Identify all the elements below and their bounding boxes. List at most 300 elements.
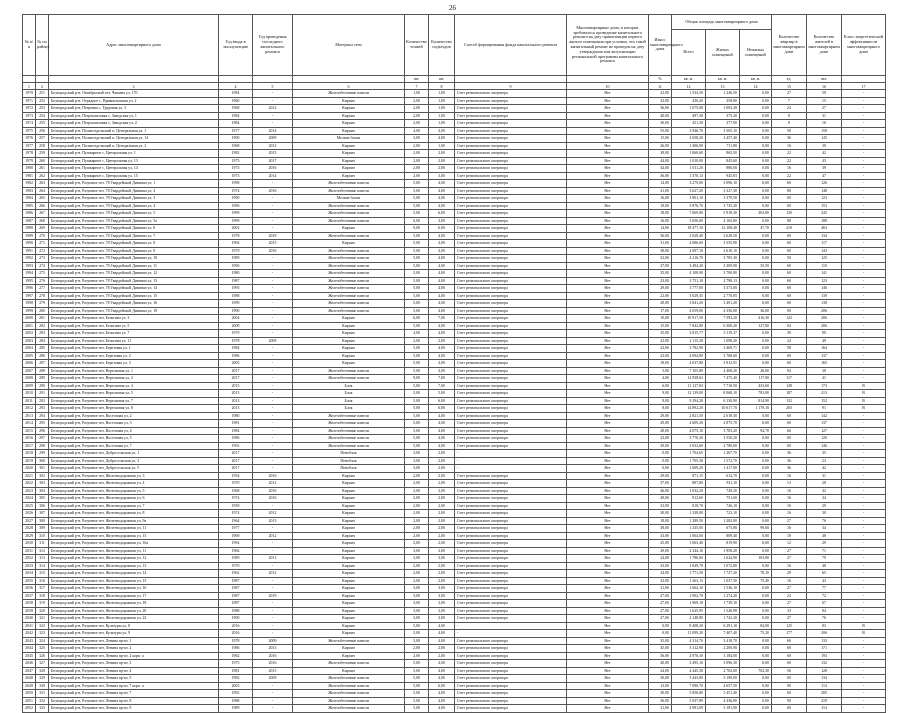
table-cell: 0,00 xyxy=(740,157,772,165)
table-cell: 0,00 xyxy=(740,442,772,450)
table-cell: Счет регионального оператора xyxy=(455,292,567,300)
table-row xyxy=(23,375,886,383)
table-cell: 6,00 xyxy=(429,405,455,413)
table-cell: 8,00 xyxy=(649,405,672,413)
table-cell: Нет xyxy=(567,555,649,563)
table-cell: Кирпич xyxy=(293,555,405,563)
table-cell: 9,00 xyxy=(405,225,429,233)
table-cell: 711,80 xyxy=(706,142,740,150)
table-cell: - xyxy=(842,615,886,623)
table-cell: 0,00 xyxy=(740,300,772,308)
table-cell: 1 049,70 xyxy=(672,562,706,570)
table-cell: - xyxy=(842,337,886,345)
table-cell: 4,00 xyxy=(429,187,455,195)
table-cell: 4 981,09 xyxy=(672,705,706,713)
table-cell: 2029 xyxy=(23,532,36,540)
table-cell: 305 xyxy=(36,495,49,503)
table-cell: Счет регионального оператора xyxy=(455,127,567,135)
table-cell: - xyxy=(253,225,293,233)
table-cell: Счет регионального оператора xyxy=(455,427,567,435)
table-cell: 1996 xyxy=(23,285,36,293)
table-cell: Белгородский р-н, Разумное пгт, Березовая ул, 2 xyxy=(49,352,219,360)
table-cell: - xyxy=(842,105,886,113)
table-cell: 1974 xyxy=(219,187,253,195)
table-cell: 25,00 xyxy=(649,540,672,548)
table-cell: Кирпич xyxy=(293,315,405,323)
table-cell: 1962 xyxy=(219,652,253,660)
table-cell: Белгородский р-н, Петропавловка с, Заводская ул, 2 xyxy=(49,120,219,128)
table-row xyxy=(23,330,886,338)
table-cell: Счет регионального оператора xyxy=(455,180,567,188)
table-cell: 0,00 xyxy=(740,172,772,180)
table-row xyxy=(23,690,886,698)
table-cell: 497,30 xyxy=(672,112,706,120)
table-cell: 6,00 xyxy=(405,217,429,225)
table-cell: 254 xyxy=(36,112,49,120)
table-cell: 5,00 xyxy=(405,390,429,398)
table-cell: 330 xyxy=(36,682,49,690)
table-cell: Нет xyxy=(567,270,649,278)
table-cell: 1983 xyxy=(23,187,36,195)
table-cell: 15,00 xyxy=(649,322,672,330)
table-cell: 2 200,90 xyxy=(706,645,740,653)
table-cell: Белгородский р-н, Разумное пгт, Ленина пр-кт, 7 xyxy=(49,690,219,698)
table-cell: 1984 xyxy=(219,112,253,120)
table-cell: 2,00 xyxy=(405,532,429,540)
table-cell: 4,00 xyxy=(429,247,455,255)
table-cell: 4 657,50 xyxy=(706,682,740,690)
table-cell: 148 xyxy=(772,382,807,390)
table-cell: Кирпич xyxy=(293,615,405,623)
table-cell: 16 xyxy=(772,142,807,150)
table-cell: 91 xyxy=(807,405,842,413)
table-cell: 1970 xyxy=(219,480,253,488)
table-cell: 2,00 xyxy=(405,142,429,150)
table-cell: 2003 xyxy=(219,682,253,690)
table-cell: 5,00 xyxy=(405,412,429,420)
table-cell: 5,00 xyxy=(405,360,429,368)
table-cell: - xyxy=(253,360,293,368)
table-cell: Счет регионального оператора xyxy=(455,172,567,180)
table-cell: 260 xyxy=(36,157,49,165)
table-cell: 1960 xyxy=(219,97,253,105)
table-cell: - xyxy=(842,517,886,525)
table-cell: 276 xyxy=(36,277,49,285)
table-cell: Железобетонные панели xyxy=(293,262,405,270)
table-row xyxy=(23,105,886,113)
table-cell: Нет xyxy=(567,397,649,405)
header-area-living: Жилых помещений xyxy=(706,30,740,76)
table-cell: 152 xyxy=(807,397,842,405)
table-cell: 256 xyxy=(36,127,49,135)
table-cell: 56,00 xyxy=(649,652,672,660)
table-cell: 27 xyxy=(772,547,807,555)
table-cell: 4,00 xyxy=(429,675,455,683)
table-cell: 5,00 xyxy=(405,187,429,195)
table-cell: 1 335,00 xyxy=(672,525,706,533)
table-cell: 30 xyxy=(807,510,842,518)
table-cell: Белгородский р-н, Разумное пгт, 78 Гвардейской Дивизии ул, 3 xyxy=(49,195,219,203)
table-cell: Железобетонные панели xyxy=(293,442,405,450)
table-cell: 1 263,13 xyxy=(672,577,706,585)
table-cell: - xyxy=(842,510,886,518)
table-cell: 4,00 xyxy=(429,127,455,135)
table-cell: Нет xyxy=(567,202,649,210)
table-cell: 24 xyxy=(772,105,807,113)
table-cell: Нет xyxy=(567,367,649,375)
table-cell: 134 xyxy=(807,232,842,240)
table-cell: Белгородский р-н, Разумное пгт, Вересковая ул, 5 xyxy=(49,390,219,398)
table-cell: 1990 xyxy=(23,240,36,248)
table-cell: 2,00 xyxy=(429,457,455,465)
table-cell: 3,00 xyxy=(429,592,455,600)
table-cell: - xyxy=(842,667,886,675)
table-cell: Нет xyxy=(567,577,649,585)
table-cell: Нет xyxy=(567,570,649,578)
table-row xyxy=(23,487,886,495)
table-cell: 5,00 xyxy=(405,675,429,683)
table-cell: 2047 xyxy=(23,667,36,675)
table-cell: 1975 xyxy=(23,127,36,135)
table-cell: 1968 xyxy=(219,105,253,113)
table-cell: Нет xyxy=(567,510,649,518)
table-cell: 2015 xyxy=(219,382,253,390)
table-cell: 3,00 xyxy=(429,217,455,225)
table-row xyxy=(23,472,886,480)
table-cell: Кирпич xyxy=(293,607,405,615)
table-cell: Нет xyxy=(567,165,649,173)
table-cell: 1 282,00 xyxy=(706,517,740,525)
table-cell: 3 700,80 xyxy=(706,270,740,278)
table-cell: - xyxy=(842,270,886,278)
table-cell: 4,00 xyxy=(429,135,455,143)
table-cell: - xyxy=(842,652,886,660)
table-cell: 3 028,40 xyxy=(672,232,706,240)
table-cell: Нет xyxy=(567,457,649,465)
table-cell: 44,00 xyxy=(649,157,672,165)
table-row xyxy=(23,705,886,713)
table-cell: 3,00 xyxy=(405,592,429,600)
table-cell: 1991 xyxy=(23,247,36,255)
table-cell: Нет xyxy=(567,517,649,525)
table-row xyxy=(23,255,886,263)
table-cell: 0,00 xyxy=(740,337,772,345)
table-cell: 2013 xyxy=(219,390,253,398)
table-cell: - xyxy=(842,637,886,645)
header-area-nonliving: Нежилых помещений xyxy=(740,30,772,76)
table-cell: 127 xyxy=(807,427,842,435)
table-cell: Нет xyxy=(567,195,649,203)
table-cell: - xyxy=(842,495,886,503)
table-cell: - xyxy=(842,187,886,195)
table-cell: 2,00 xyxy=(405,562,429,570)
table-cell: Белгородский р-н, Разумное пгт, Железнодорожная ул, 15 xyxy=(49,532,219,540)
table-cell: 6,00 xyxy=(429,682,455,690)
table-cell: 28,00 xyxy=(649,427,672,435)
table-cell: - xyxy=(842,682,886,690)
table-cell: 19,00 xyxy=(649,202,672,210)
table-cell: Белгородский р-н, Разумное пгт, Восточная ул, 3 xyxy=(49,420,219,428)
table-cell: 3,00 xyxy=(405,450,429,458)
table-cell: 1998 xyxy=(23,300,36,308)
table-cell: Кирпич xyxy=(293,330,405,338)
table-cell: Счет регионального оператора xyxy=(455,232,567,240)
table-cell: 3 785,30 xyxy=(706,255,740,263)
table-cell: Белгородский р-н, Разумное пгт, Ленина пр-кт, 3 xyxy=(49,660,219,668)
table-cell: 1 032,20 xyxy=(672,487,706,495)
table-cell: 90 xyxy=(772,307,807,315)
header-mkd-flag: Многоквартирные дома, в которых требовалось проведение капитального ремонта на дату приватизации первого жилого помещения при условии, что такой капитальный ремонт не проведен на дату утверждения или актуализации региональной программы капитального ремонта xyxy=(567,15,649,76)
table-cell: Нет xyxy=(567,315,649,323)
table-cell: - xyxy=(253,457,293,465)
table-cell: 173 xyxy=(807,382,842,390)
table-cell: 887,80 xyxy=(672,480,706,488)
table-row xyxy=(23,562,886,570)
table-cell: 1985 xyxy=(23,202,36,210)
table-cell: 26,00 xyxy=(740,367,772,375)
table-cell: - xyxy=(842,135,886,143)
table-cell: 1999 xyxy=(23,307,36,315)
table-cell: 34 xyxy=(807,525,842,533)
table-cell: 0,00 xyxy=(740,277,772,285)
table-cell: 329 xyxy=(36,675,49,683)
table-cell: Нет xyxy=(567,600,649,608)
table-cell: - xyxy=(842,600,886,608)
table-cell: 58 xyxy=(772,127,807,135)
table-cell: 3 735,20 xyxy=(706,202,740,210)
table-cell: Железобетонные панели xyxy=(293,292,405,300)
table-row xyxy=(23,135,886,143)
table-cell: 1987 xyxy=(219,577,253,585)
table-cell: 2022 xyxy=(23,480,36,488)
table-cell: - xyxy=(842,165,886,173)
table-cell: 2001 xyxy=(23,322,36,330)
table-cell: 1,00 xyxy=(429,105,455,113)
table-cell: - xyxy=(253,270,293,278)
table-row xyxy=(23,240,886,248)
table-cell: 24,00 xyxy=(649,570,672,578)
table-cell: Белгородский р-н, Разумное пгт, Бельгина ул, 7 xyxy=(49,330,219,338)
table-cell: Белгородский р-н, Разумное пгт, Вересковая ул, 4 xyxy=(49,382,219,390)
table-cell: B xyxy=(842,630,886,638)
table-cell: 3,00 xyxy=(405,465,429,473)
table-cell: 3,00 xyxy=(429,547,455,555)
table-cell: 751,60 xyxy=(706,495,740,503)
table-cell: B xyxy=(842,390,886,398)
table-cell: 1987 xyxy=(219,592,253,600)
table-cell: 16 xyxy=(772,165,807,173)
table-cell: 60 xyxy=(772,292,807,300)
table-cell: 5,00 xyxy=(405,285,429,293)
table-cell: 5,00 xyxy=(405,397,429,405)
table-cell: Нет xyxy=(567,240,649,248)
table-cell: Нет xyxy=(567,525,649,533)
table-cell: 303,80 xyxy=(740,210,772,218)
table-cell: 3,00 xyxy=(405,135,429,143)
table-row xyxy=(23,247,886,255)
table-row xyxy=(23,412,886,420)
table-cell: 2034 xyxy=(23,570,36,578)
table-cell: Белгородский р-н, Разумное пгт, Ленина пр-кт, 8 xyxy=(49,697,219,705)
table-cell: 2,00 xyxy=(429,150,455,158)
header-floors: Количество этажей xyxy=(405,15,429,76)
table-row xyxy=(23,405,886,413)
table-cell: - xyxy=(842,112,886,120)
table-row xyxy=(23,180,886,188)
table-cell: Нет xyxy=(567,502,649,510)
table-cell: Нет xyxy=(567,547,649,555)
table-cell: 1974 xyxy=(219,495,253,503)
table-cell: 2040 xyxy=(23,615,36,623)
table-cell: 2,00 xyxy=(405,105,429,113)
table-row xyxy=(23,232,886,240)
table-cell: 1997 xyxy=(23,292,36,300)
table-cell: 0,00 xyxy=(740,105,772,113)
table-cell: 1994 xyxy=(219,540,253,548)
table-cell: 3 768,60 xyxy=(706,352,740,360)
table-cell: Белгородский р-н, Разумное пгт, Железнодорожная ул, 5 xyxy=(49,487,219,495)
table-cell: Нет xyxy=(567,412,649,420)
table-row xyxy=(23,637,886,645)
table-cell: Кирпич xyxy=(293,172,405,180)
table-cell: 0,00 xyxy=(740,450,772,458)
table-cell: 8 408,20 xyxy=(672,622,706,630)
table-cell: 0,00 xyxy=(740,112,772,120)
table-cell: - xyxy=(842,532,886,540)
table-cell: 2016 xyxy=(23,435,36,443)
table-row xyxy=(23,390,886,398)
table-cell: 2,00 xyxy=(405,112,429,120)
table-cell: - xyxy=(842,367,886,375)
table-cell: Нет xyxy=(567,592,649,600)
table-cell: 2,00 xyxy=(405,525,429,533)
table-cell: Счет регионального оператора xyxy=(455,472,567,480)
table-cell: 2021 xyxy=(23,472,36,480)
table-cell: 2017 xyxy=(219,465,253,473)
table-cell: 1 625,95 xyxy=(672,607,706,615)
table-cell: 1994 xyxy=(23,270,36,278)
table-cell: 2,00 xyxy=(429,652,455,660)
table-cell: 0,00 xyxy=(740,517,772,525)
table-cell: Счет регионального оператора xyxy=(455,97,567,105)
table-row xyxy=(23,360,886,368)
table-cell: Кирпич xyxy=(293,472,405,480)
table-cell: - xyxy=(842,547,886,555)
table-cell: 3 901,10 xyxy=(672,195,706,203)
table-cell: 29,00 xyxy=(649,285,672,293)
table-cell: 270 xyxy=(36,232,49,240)
table-cell: 2,00 xyxy=(429,570,455,578)
table-cell: - xyxy=(842,487,886,495)
table-cell: 1 178,10 xyxy=(740,405,772,413)
table-cell: 1975 xyxy=(219,660,253,668)
table-cell: - xyxy=(253,697,293,705)
table-row xyxy=(23,210,886,218)
table-cell: 2032 xyxy=(23,555,36,563)
table-cell: 4 059,00 xyxy=(672,307,706,315)
table-cell: Счет регионального оператора xyxy=(455,247,567,255)
table-cell: 44,00 xyxy=(649,165,672,173)
table-cell: 22 xyxy=(772,150,807,158)
table-cell: 128 xyxy=(807,667,842,675)
table-cell: 4 086,60 xyxy=(672,240,706,248)
table-cell: 1959 xyxy=(219,502,253,510)
table-cell: 125 xyxy=(807,255,842,263)
table-cell: Счет регионального оператора xyxy=(455,277,567,285)
table-cell: 5,00 xyxy=(405,322,429,330)
table-cell: 4,00 xyxy=(429,277,455,285)
table-cell: 4,00 xyxy=(429,307,455,315)
table-cell: 811,10 xyxy=(706,480,740,488)
table-cell: 5,00 xyxy=(405,690,429,698)
table-row xyxy=(23,322,886,330)
table-cell: 13,00 xyxy=(649,682,672,690)
table-cell: Счет регионального оператора xyxy=(455,607,567,615)
table-cell: 60 xyxy=(772,300,807,308)
table-cell: 5,00 xyxy=(405,240,429,248)
table-cell: Кирпич xyxy=(293,112,405,120)
table-cell: - xyxy=(842,562,886,570)
table-cell: 120 xyxy=(772,210,807,218)
table-cell: Железобетонные панели xyxy=(293,210,405,218)
table-cell: 84,00 xyxy=(740,622,772,630)
table-cell: 27 xyxy=(772,517,807,525)
table-cell: Счет регионального оператора xyxy=(455,135,567,143)
table-cell: 2008 xyxy=(23,375,36,383)
header-wall-material: Материал стен xyxy=(293,15,405,76)
table-cell: 3 312,90 xyxy=(672,645,706,653)
table-cell: 27 xyxy=(772,615,807,623)
table-cell: Кирпич xyxy=(293,120,405,128)
table-cell: 188 xyxy=(807,217,842,225)
table-cell: Нет xyxy=(567,607,649,615)
table-cell: - xyxy=(842,210,886,218)
table-cell: 1979 xyxy=(23,157,36,165)
table-cell: Счет регионального оператора xyxy=(455,645,567,653)
table-cell: 280 xyxy=(36,307,49,315)
table-cell: 1993 xyxy=(23,262,36,270)
table-cell: 746,10 xyxy=(706,502,740,510)
table-cell: - xyxy=(842,592,886,600)
table-cell: 2,00 xyxy=(405,540,429,548)
table-cell: - xyxy=(253,277,293,285)
table-cell: Счет регионального оператора xyxy=(455,240,567,248)
table-cell: 0,00 xyxy=(649,457,672,465)
table-cell: 0,00 xyxy=(740,270,772,278)
table-cell: 76 xyxy=(807,517,842,525)
table-cell: 0,00 xyxy=(740,600,772,608)
table-cell: Нет xyxy=(567,232,649,240)
table-row xyxy=(23,442,886,450)
table-cell: - xyxy=(253,442,293,450)
table-cell: 0,00 xyxy=(740,292,772,300)
table-cell: 56 xyxy=(772,667,807,675)
table-cell: Нет xyxy=(567,660,649,668)
table-cell: 3 627,20 xyxy=(672,187,706,195)
header-energy-class: Класс энергетической эффективности многоквартирного дома xyxy=(842,15,886,76)
table-cell: 257 xyxy=(36,135,49,143)
table-cell: 1,00 xyxy=(429,142,455,150)
table-cell: 2017 xyxy=(219,367,253,375)
table-cell: Нет xyxy=(567,390,649,398)
table-cell: 60 xyxy=(772,277,807,285)
table-cell: 2020 xyxy=(23,465,36,473)
table-cell: 4 468,20 xyxy=(706,367,740,375)
table-cell: Кирпич xyxy=(293,157,405,165)
table-cell: Счет регионального оператора xyxy=(455,397,567,405)
table-cell: 3 491,20 xyxy=(706,300,740,308)
table-cell: 26,00 xyxy=(649,142,672,150)
